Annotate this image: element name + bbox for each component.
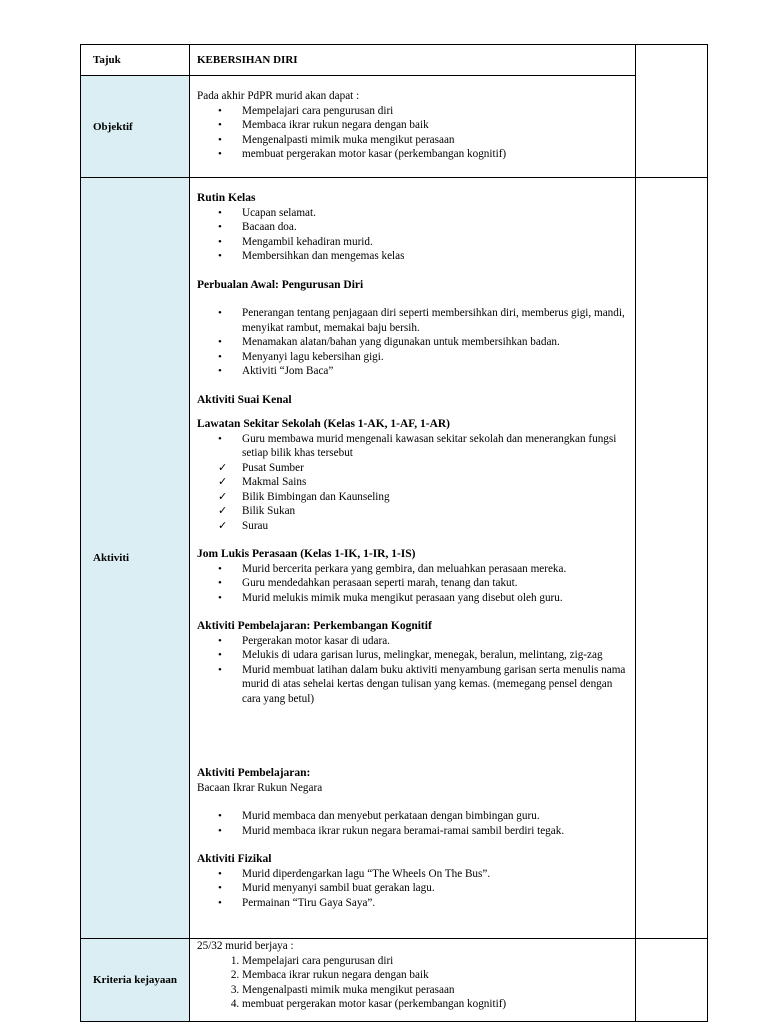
lukis-list <box>197 562 627 606</box>
aktiviti-label: Aktiviti <box>81 178 190 939</box>
list-item: • Mengambil kehadiran murid. <box>242 235 627 250</box>
list-item: • Menamakan alatan/bahan yang digunakan untuk membersihkan badan. <box>242 335 627 350</box>
perbualan-title: Perbualan Awal: Pengurusan Diri <box>197 278 364 291</box>
list-item: ✓ Bilik Bimbingan dan Kaunseling <box>242 490 627 505</box>
list-item: • Murid membuat latihan dalam buku aktiviti menyambung garisan serta menulis nama murid di atas sehelai kertas dengan tulisan yang kemas. (memegang pensel dengan cara yang betul) <box>242 663 627 707</box>
list-item: • Murid diperdengarkan lagu “The Wheels On The Bus”. <box>242 867 627 882</box>
ikrar-list <box>197 809 627 838</box>
list-item: • Permainan “Tiru Gaya Saya”. <box>242 896 627 911</box>
perbualan-list <box>197 306 627 379</box>
lawatan-title: Lawatan Sekitar Sekolah (Kelas 1-AK, 1-AF, 1-AR) <box>197 418 451 430</box>
empty-cell <box>636 178 708 939</box>
list-item: • Guru membawa murid mengenali kawasan sekitar sekolah dan menerangkan fungsi setiap bilik khas tersebut <box>242 432 627 461</box>
list-item: • membuat pergerakan motor kasar (perkembangan kognitif) <box>242 147 627 162</box>
list-item: 1. Mempelajari cara pengurusan diri <box>242 954 627 969</box>
list-item: • Mempelajari cara pengurusan diri <box>242 104 627 119</box>
list-item: ✓ Pusat Sumber <box>242 461 627 476</box>
list-item: ✓ Bilik Sukan <box>242 504 627 519</box>
list-item: 2. Membaca ikrar rukun negara dengan baik <box>242 968 627 983</box>
objektif-list <box>197 104 627 162</box>
lesson-plan-table <box>80 44 708 1022</box>
aktiviti-content <box>190 178 636 939</box>
list-item: • Pergerakan motor kasar di udara. <box>242 634 627 649</box>
row-tajuk <box>81 45 708 76</box>
rutin-list <box>197 206 627 264</box>
objektif-content <box>190 76 636 178</box>
empty-cell <box>636 939 708 1022</box>
list-item: 3. Mengenalpasti mimik muka mengikut perasaan <box>242 983 627 998</box>
list-item: • Penerangan tentang penjagaan diri seperti membersihkan diri, memberus gigi, mandi, menyikat rambut, memakai baju bersih. <box>242 306 627 335</box>
list-item: • Murid membaca ikrar rukun negara beramai-ramai sambil berdiri tegak. <box>242 824 627 839</box>
rutin-title: Rutin Kelas <box>197 192 256 204</box>
objektif-intro: Pada akhir PdPR murid akan dapat : <box>197 90 360 102</box>
list-item: • Murid melukis mimik muka mengikut perasaan yang disebut oleh guru. <box>242 591 627 606</box>
kriteria-intro: 25/32 murid berjaya : <box>197 940 294 952</box>
list-item: ✓ Makmal Sains <box>242 475 627 490</box>
fizikal-title: Aktiviti Fizikal <box>197 853 272 865</box>
tajuk-value: KEBERSIHAN DIRI <box>190 45 636 76</box>
list-item: • Menyanyi lagu kebersihan gigi. <box>242 350 627 365</box>
ikrar-subtitle: Bacaan Ikrar Rukun Negara <box>197 781 323 794</box>
empty-cell <box>636 45 708 178</box>
list-item: • Murid bercerita perkara yang gembira, dan meluahkan perasaan mereka. <box>242 562 627 577</box>
kriteria-content <box>190 939 636 1022</box>
list-item: • Membaca ikrar rukun negara dengan baik <box>242 118 627 133</box>
kognitif-list <box>197 634 627 707</box>
kriteria-list <box>197 954 627 1012</box>
list-item: • Aktiviti “Jom Baca” <box>242 364 627 379</box>
list-item: • Murid membaca dan menyebut perkataan dengan bimbingan guru. <box>242 809 627 824</box>
list-item: • Melukis di udara garisan lurus, melingkar, menegak, beralun, melintang, zig-zag <box>242 648 627 663</box>
kognitif-title: Aktiviti Pembelajaran: Perkembangan Kognitif <box>197 620 432 632</box>
list-item: • Bacaan doa. <box>242 220 627 235</box>
list-item: • Membersihkan dan mengemas kelas <box>242 249 627 264</box>
list-item: • Guru mendedahkan perasaan seperti marah, tenang dan takut. <box>242 576 627 591</box>
list-item: • Murid menyanyi sambil buat gerakan lagu. <box>242 881 627 896</box>
list-item: • Ucapan selamat. <box>242 206 627 221</box>
kriteria-label: Kriteria kejayaan <box>81 939 190 1022</box>
suai-title: Aktiviti Suai Kenal <box>197 393 292 406</box>
list-item: 4. membuat pergerakan motor kasar (perkembangan kognitif) <box>242 997 627 1012</box>
fizikal-list <box>197 867 627 911</box>
lawatan-list <box>197 432 627 461</box>
lukis-title: Jom Lukis Perasaan (Kelas 1-IK, 1-IR, 1-IS) <box>197 548 416 560</box>
objektif-label: Objektif <box>81 76 190 178</box>
row-kriteria <box>81 939 708 1022</box>
row-objektif <box>81 76 708 178</box>
row-aktiviti <box>81 178 708 939</box>
list-item: ✓ Surau <box>242 519 627 534</box>
lawatan-places <box>197 461 627 534</box>
list-item: • Mengenalpasti mimik muka mengikut perasaan <box>242 133 627 148</box>
ikrar-title: Aktiviti Pembelajaran: <box>197 767 311 779</box>
tajuk-label: Tajuk <box>81 45 190 76</box>
